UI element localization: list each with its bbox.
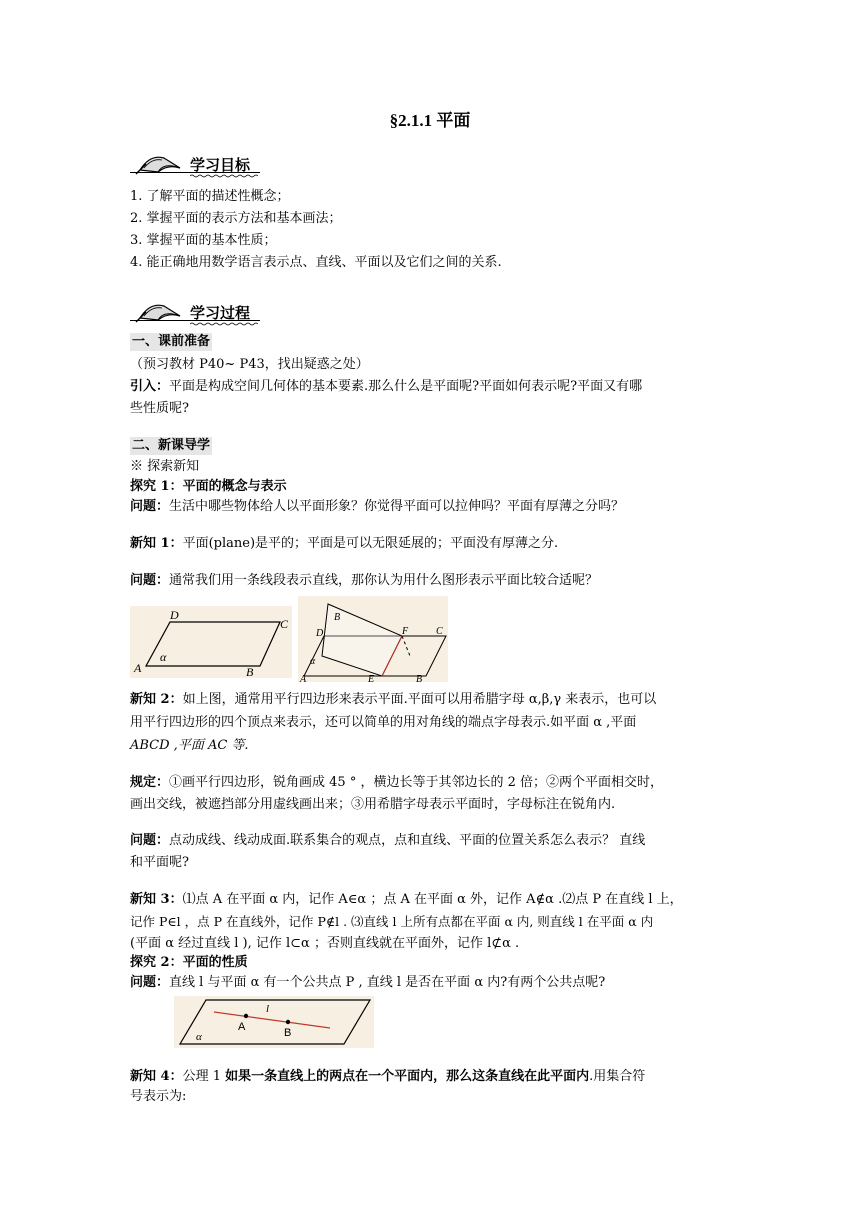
goal-item: 2. 掌握平面的表示方法和基本画法； bbox=[130, 211, 342, 226]
explore1-title: 平面的概念与表示 bbox=[182, 479, 287, 494]
question-3-line1 bbox=[130, 831, 730, 851]
rule-line2: 画出交线，被遮挡部分用虚线画出来；③用希腊字母表示平面时，字母标注在锐角内. bbox=[130, 797, 616, 812]
k4-pre: 公理 1 bbox=[182, 1069, 226, 1084]
rule-text-1: ①画平行四边形，锐角画成 45 ° ，横边长等于其邻边长的 2 倍；②两个平面相交时， bbox=[169, 775, 663, 790]
knowledge-2-line3: ABCD ,平面 AC 等. bbox=[130, 738, 249, 753]
q1-label: 问题： bbox=[130, 499, 170, 514]
question-3-line2: 和平面呢? bbox=[130, 855, 189, 870]
question-4 bbox=[130, 973, 730, 993]
goal-item: 3. 掌握平面的基本性质； bbox=[130, 233, 277, 248]
q3-text-1: 点动成线、线动成面.联系集合的观点，点和直线、平面的位置关系怎么表示？ 直线 bbox=[169, 833, 646, 848]
explore2-title: 平面的性质 bbox=[182, 955, 248, 970]
fig1-label-D: D bbox=[170, 608, 179, 622]
knowledge-3-line1 bbox=[130, 890, 730, 910]
fig2-label-D: D bbox=[316, 628, 324, 639]
part1-heading: 一、课前准备 bbox=[132, 334, 211, 349]
fig2-label-E: E bbox=[368, 674, 375, 682]
goals-underline bbox=[130, 172, 260, 173]
intro-label: 引入： bbox=[130, 379, 170, 394]
knowledge-2-line1 bbox=[130, 690, 730, 710]
question-1 bbox=[130, 497, 730, 517]
goals-section-header bbox=[130, 152, 280, 180]
fig2-label-B: B bbox=[334, 612, 341, 623]
question-2 bbox=[130, 571, 730, 591]
q4-label: 问题： bbox=[130, 975, 170, 990]
q2-label: 问题： bbox=[130, 573, 170, 588]
fig1-label-alpha: α bbox=[160, 650, 167, 664]
fig3-label-A: A bbox=[238, 1021, 246, 1033]
intro-line bbox=[130, 377, 730, 397]
part2-heading: 二、新课导学 bbox=[132, 438, 211, 453]
fig2-label-A: A bbox=[300, 674, 307, 682]
knowledge-4-line2: 号表示为: bbox=[130, 1089, 187, 1104]
fig1-label-A: A bbox=[134, 661, 142, 675]
knowledge-1 bbox=[130, 534, 730, 554]
process-wave bbox=[190, 322, 258, 326]
q3-label: 问题： bbox=[130, 833, 170, 848]
fig3-label-alpha: α bbox=[196, 1031, 202, 1043]
line-in-plane-figure bbox=[174, 996, 374, 1048]
rule-label: 规定： bbox=[130, 775, 170, 790]
knowledge-3-line2: 记作 P∈l ，点 P 在直线外，记作 P∉l . ⑶直线 l 上所有点都在平面 α 内, 则直线 l 在平面 α 内 bbox=[130, 914, 654, 929]
fig2-label-F: F bbox=[402, 626, 409, 637]
intersecting-planes-figure bbox=[298, 596, 448, 682]
explore2-label: 探究 2： bbox=[130, 955, 183, 970]
preview-note: （预习教材 P40~ P43，找出疑惑之处） bbox=[130, 357, 369, 372]
intro-text: 平面是构成空间几何体的基本要素.那么什么是平面呢?平面如何表示呢?平面又有哪 bbox=[169, 379, 643, 394]
explore1-line bbox=[130, 477, 730, 497]
process-underline bbox=[130, 320, 260, 321]
k2-text-1: 如上图，通常用平行四边形来表示平面.平面可以用希腊字母 α,β,γ 来表示，也可以 bbox=[182, 692, 657, 707]
explore1-label: 探究 1： bbox=[130, 479, 183, 494]
process-heading: 学习过程 bbox=[190, 304, 251, 322]
k3-text-1: ⑴点 A 在平面 α 内，记作 A∈α ；点 A 在平面 α 外，记作 A∉α .⑵点 P 在直线 l 上， bbox=[182, 892, 683, 907]
process-section-header bbox=[130, 300, 280, 328]
goal-item: 1. 了解平面的描述性概念； bbox=[130, 189, 290, 204]
q1-text: 生活中哪些物体给人以平面形象？你觉得平面可以拉伸吗？平面有厚薄之分吗？ bbox=[169, 499, 625, 514]
explore-heading: ※ 探索新知 bbox=[130, 459, 200, 474]
knowledge-3-line3: (平面 α 经过直线 l ), 记作 l⊂α ；否则直线就在平面外，记作 l⊄α . bbox=[130, 936, 520, 951]
knowledge-4-line1 bbox=[130, 1067, 730, 1087]
knowledge-2-line2: 用平行四边形的四个顶点来表示，还可以简单的用对角线的端点字母表示.如平面 α ,平面 bbox=[130, 715, 637, 730]
q2-text: 通常我们用一条线段表示直线，那你认为用什么图形表示平面比较合适呢？ bbox=[169, 573, 599, 588]
page-title: §2.1.1 平面 bbox=[389, 111, 471, 130]
fig3-label-l: l bbox=[266, 1003, 270, 1015]
fig1-label-B: B bbox=[246, 665, 254, 678]
fig1-label-C: C bbox=[280, 617, 289, 631]
fig3-label-B: B bbox=[284, 1027, 292, 1039]
explore2-line bbox=[130, 953, 730, 973]
k4-post: .用集合符 bbox=[589, 1069, 646, 1084]
goal-item: 4. 能正确地用数学语言表示点、直线、平面以及它们之间的关系. bbox=[130, 255, 502, 270]
intro-line-2: 些性质呢? bbox=[130, 401, 189, 416]
k3-label: 新知 3： bbox=[130, 892, 183, 907]
q4-text: 直线 l 与平面 α 有一个公共点 P , 直线 l 是否在平面 α 内?有两个公共点呢? bbox=[169, 975, 606, 990]
k4-axiom: 如果一条直线上的两点在一个平面内，那么这条直线在此平面内 bbox=[225, 1069, 590, 1084]
k1-label: 新知 1： bbox=[130, 536, 183, 551]
k4-label: 新知 4： bbox=[130, 1069, 183, 1084]
goals-wave bbox=[190, 174, 258, 178]
parallelogram-figure bbox=[130, 606, 292, 678]
fig2-label-C: C bbox=[436, 626, 443, 637]
rule-line1 bbox=[130, 773, 730, 793]
k1-text: 平面(plane)是平的；平面是可以无限延展的；平面没有厚薄之分. bbox=[182, 536, 559, 551]
fig2-label-B2: B bbox=[416, 674, 423, 682]
k2-label: 新知 2： bbox=[130, 692, 183, 707]
goals-heading: 学习目标 bbox=[190, 156, 251, 174]
fig2-label-alpha: α bbox=[310, 656, 316, 667]
